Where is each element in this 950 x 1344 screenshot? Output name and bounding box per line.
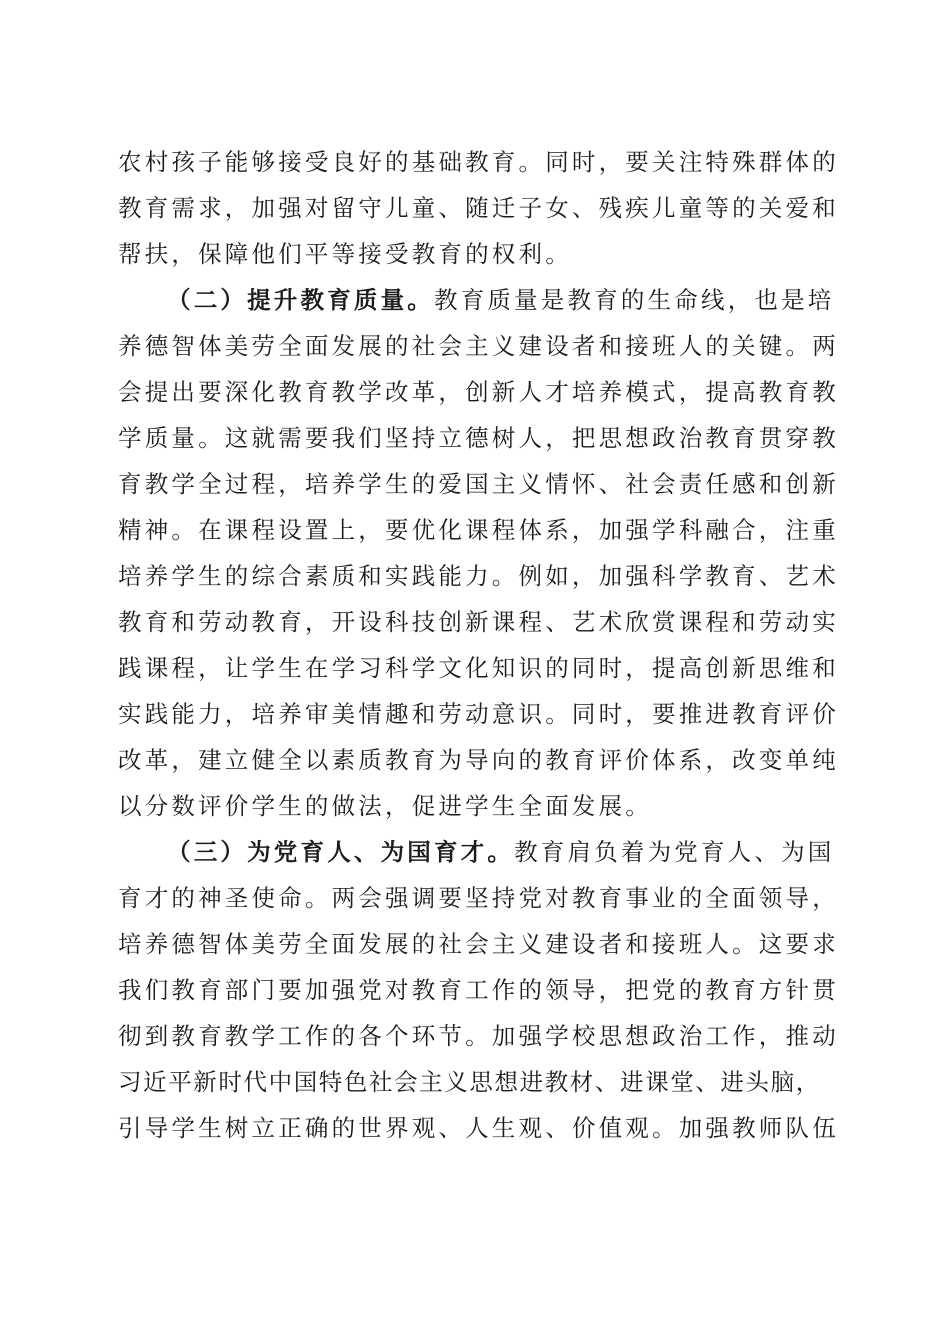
paragraph-line: 引导学生树立正确的世界观、人生观、价值观。加强教师队伍 (118, 1114, 839, 1142)
paragraph-line: 教育和劳动教育，开设科技创新课程、艺术欣赏课程和劳动实 (118, 608, 839, 636)
paragraph-line: 帮扶，保障他们平等接受教育的权利。 (118, 240, 572, 268)
paragraph-line: 习近平新时代中国特色社会主义思想进教材、进课堂、进头脑， (118, 1068, 821, 1096)
paragraph-line: 改革，建立健全以素质教育为导向的教育评价体系，改变单纯 (118, 746, 839, 774)
paragraph-line: 学质量。这就需要我们坚持立德树人，把思想政治教育贯穿教 (118, 424, 839, 452)
section-first-line (167, 285, 835, 315)
paragraph-line: 教育需求，加强对留守儿童、随迁子女、残疾儿童等的关爱和 (118, 194, 839, 222)
paragraph-line: 培养德智体美劳全面发展的社会主义建设者和接班人。这要求 (118, 930, 839, 958)
paragraph-line: 精神。在课程设置上，要优化课程体系，加强学科融合，注重 (118, 516, 839, 544)
section-heading: （三）为党育人、为国育才。 (167, 838, 515, 866)
paragraph-line: 我们教育部门要加强党对教育工作的领导，把党的教育方针贯 (118, 976, 839, 1004)
paragraph-line: 育才的神圣使命。两会强调要坚持党对教育事业的全面领导， (118, 884, 839, 912)
paragraph-line: 培养学生的综合素质和实践能力。例如，加强科学教育、艺术 (118, 562, 839, 590)
paragraph-line: 育教学全过程，培养学生的爱国主义情怀、社会责任感和创新 (118, 470, 839, 498)
paragraph-line: 养德智体美劳全面发展的社会主义建设者和接班人的关键。两 (118, 332, 839, 360)
section-heading: （二）提升教育质量。 (167, 286, 434, 314)
paragraph-line: 实践能力，培养审美情趣和劳动意识。同时，要推进教育评价 (118, 700, 839, 728)
section-first-line (167, 837, 835, 867)
paragraph-line: 会提出要深化教育教学改革，创新人才培养模式，提高教育教 (118, 378, 839, 406)
paragraph-line: 以分数评价学生的做法，促进学生全面发展。 (118, 792, 652, 820)
paragraph-line: 彻到教育教学工作的各个环节。加强学校思想政治工作，推动 (118, 1022, 839, 1050)
section-text: 教育肩负着为党育人、为国 (514, 838, 835, 866)
paragraph-line: 践课程，让学生在学习科学文化知识的同时，提高创新思维和 (118, 654, 839, 682)
section-text: 教育质量是教育的生命线，也是培 (434, 286, 835, 314)
paragraph-line: 农村孩子能够接受良好的基础教育。同时，要关注特殊群体的 (118, 148, 839, 176)
